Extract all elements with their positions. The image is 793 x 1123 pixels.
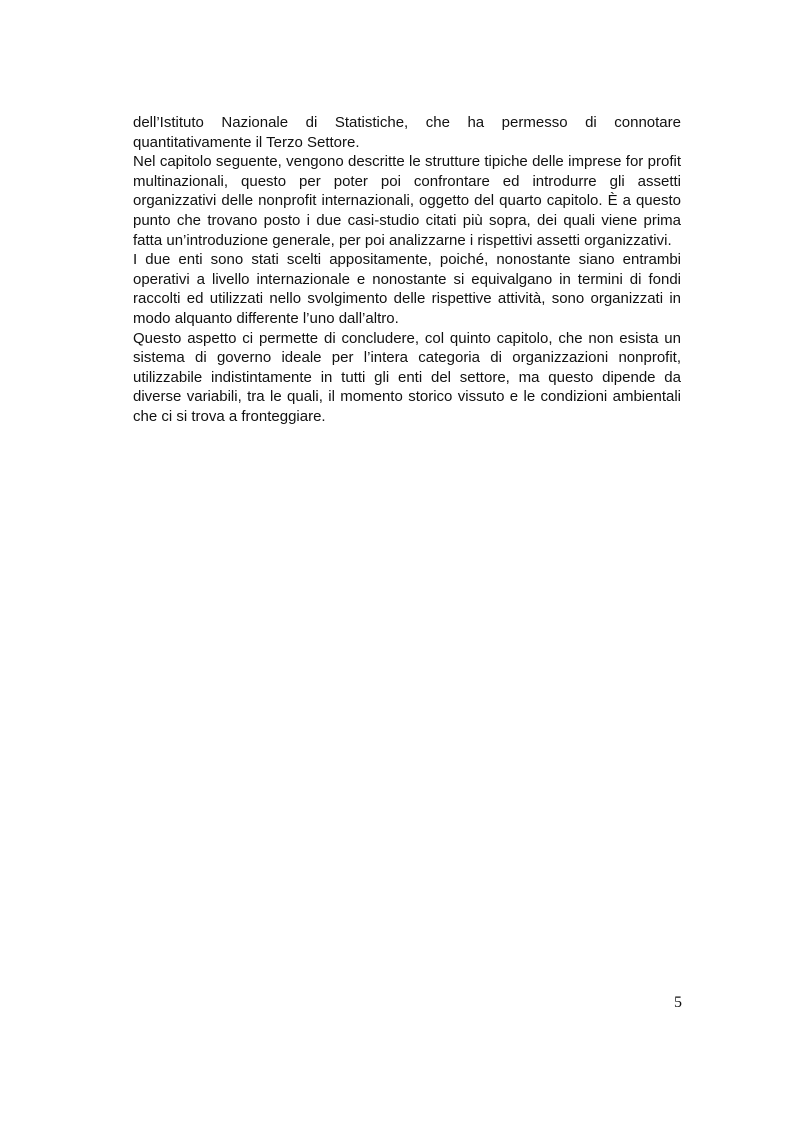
paragraph-istat: dell’Istituto Nazionale di Statistiche, che ha permesso di connotare quantitativamente il Terzo Settore. (133, 114, 681, 151)
body-text (133, 113, 681, 427)
page-number: 5 (674, 994, 682, 1011)
paragraph-chapter-overview: Nel capitolo seguente, vengono descritte le strutture tipiche delle imprese for profit multinazionali, questo per poter poi confrontare ed introdurre gli assetti organizzativi delle nonprofit internazionali, oggetto del quarto capitolo. È a questo punto che trovano posto i due casi-studio citati più sopra, dei quali viene prima fatta un’introduzione generale, per poi analizzarne i rispettivi assetti organizzativi. (133, 153, 681, 249)
paragraph-case-selection: I due enti sono stati scelti appositamente, poiché, nonostante siano entrambi operativi a livello internazionale e nonostante si equivalgano in termini di fondi raccolti ed utilizzati nello svolgimento delle rispettive attività, sono organizzati in modo alquanto differente l’uno dall’altro. (133, 251, 681, 327)
paragraph-conclusion: Questo aspetto ci permette di concludere, col quinto capitolo, che non esista un sistema di governo ideale per l’intera categoria di organizzazioni nonprofit, utilizzabile indistintamente in tutti gli enti del settore, ma questo dipende da diverse variabili, tra le quali, il momento storico vissuto e le condizioni ambientali che ci si trova a fronteggiare. (133, 329, 681, 425)
